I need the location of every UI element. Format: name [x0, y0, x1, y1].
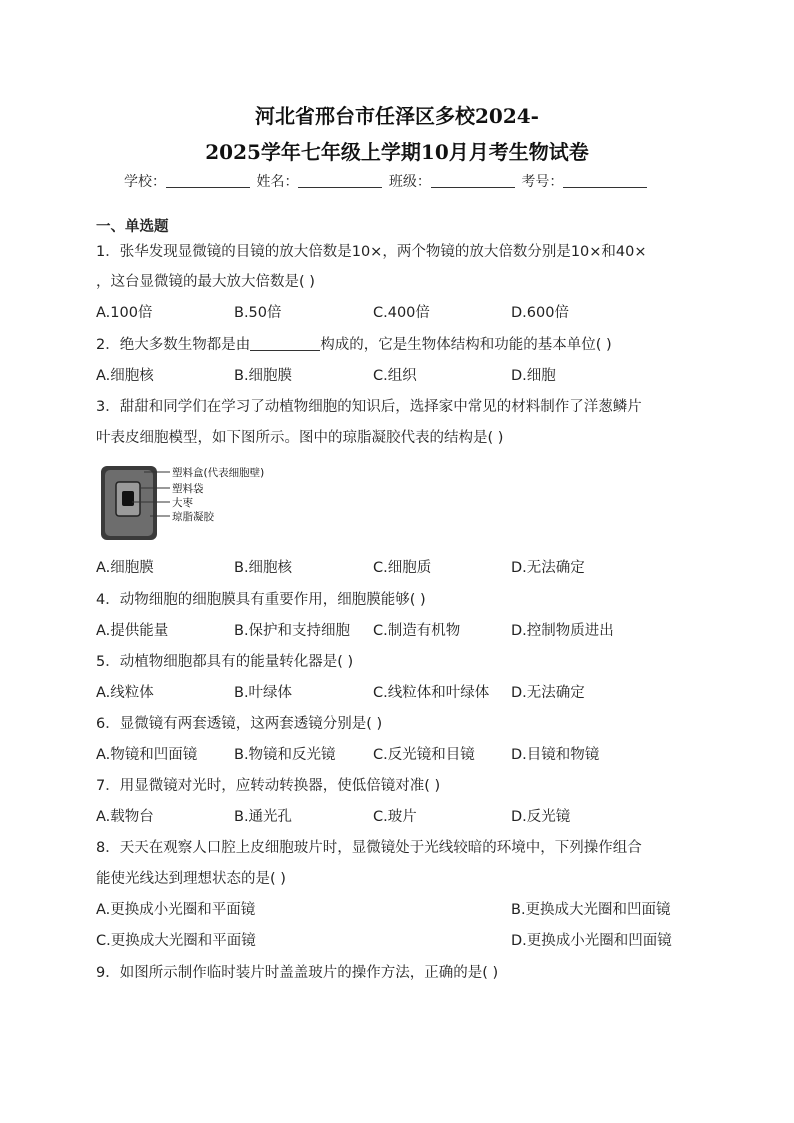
- question-8-line1: 8．天天在观察人口腔上皮细胞玻片时，显微镜处于光线较暗的环境中，下列操作组合: [96, 840, 642, 856]
- q6-option-b: B.物镜和反光镜: [234, 747, 336, 763]
- q6-option-d: D.目镜和物镜: [511, 747, 600, 763]
- q2-option-c: C.组织: [373, 368, 417, 384]
- q8-option-c: C.更换成大光圈和平面镜: [96, 933, 256, 949]
- q4-option-c: C.制造有机物: [373, 623, 461, 639]
- question-3-line1: 3．甜甜和同学们在学习了动植物细胞的知识后，选择家中常见的材料制作了洋葱鳞片: [96, 399, 642, 415]
- date-fruit-shape: [122, 491, 134, 506]
- q8-option-a: A.更换成小光圈和平面镜: [96, 902, 256, 918]
- q5-option-d: D.无法确定: [511, 685, 585, 701]
- question-2-blank: [250, 336, 320, 351]
- exam-number-blank: [563, 173, 647, 188]
- question-9: 9．如图所示制作临时装片时盖盖玻片的操作方法，正确的是( ): [96, 965, 499, 981]
- q7-option-d: D.反光镜: [511, 809, 571, 825]
- class-label: 班级：: [388, 174, 431, 190]
- question-3-line2: 叶表皮细胞模型，如下图所示。图中的琼脂凝胶代表的结构是( ): [96, 430, 504, 446]
- q3-option-c: C.细胞质: [373, 560, 432, 576]
- figure-label-date: 大枣: [172, 497, 193, 509]
- name-blank: [298, 173, 382, 188]
- q4-option-d: D.控制物质进出: [511, 623, 614, 639]
- question-2-post: 构成的，它是生物体结构和功能的基本单位( ): [320, 337, 612, 353]
- question-7: 7．用显微镜对光时，应转动转换器，使低倍镜对准( ): [96, 778, 441, 794]
- q1-option-a: A.100倍: [96, 305, 153, 321]
- question-1-line2: ，这台显微镜的最大放大倍数是( ): [96, 274, 315, 290]
- question-6: 6．显微镜有两套透镜，这两套透镜分别是( ): [96, 716, 383, 732]
- q2-option-a: A.细胞核: [96, 368, 154, 384]
- class-blank: [431, 173, 515, 188]
- q4-option-a: A.提供能量: [96, 623, 169, 639]
- q6-option-a: A.物镜和凹面镜: [96, 747, 198, 763]
- section-title: 一、单选题: [96, 219, 169, 235]
- q2-option-b: B.细胞膜: [234, 368, 293, 384]
- student-info-row: [124, 171, 649, 191]
- question-1-line1: 1．张华发现显微镜的目镜的放大倍数是10×，两个物镜的放大倍数分别是10×和40×: [96, 244, 647, 260]
- question-8-line2: 能使光线达到理想状态的是( ): [96, 871, 286, 887]
- q7-option-b: B.通光孔: [234, 809, 293, 825]
- school-label: 学校：: [124, 174, 166, 190]
- q5-option-c: C.线粒体和叶绿体: [373, 685, 490, 701]
- q7-option-c: C.玻片: [373, 809, 417, 825]
- q6-option-c: C.反光镜和目镜: [373, 747, 475, 763]
- q1-option-d: D.600倍: [511, 305, 569, 321]
- q3-option-a: A.细胞膜: [96, 560, 154, 576]
- figure-label-box: 塑料盒(代表细胞壁): [172, 467, 265, 479]
- q8-option-b: B.更换成大光圈和凹面镜: [511, 902, 671, 918]
- exam-title-line2: 2025学年七年级上学期10月月考生物试卷: [205, 140, 589, 164]
- figure-label-bag: 塑料袋: [172, 483, 204, 495]
- question-4: 4．动物细胞的细胞膜具有重要作用，细胞膜能够( ): [96, 592, 426, 608]
- q3-option-d: D.无法确定: [511, 560, 585, 576]
- q2-option-d: D.细胞: [511, 368, 556, 384]
- exam-title-line1: 河北省邢台市任泽区多校2024-: [255, 104, 539, 128]
- q5-option-a: A.线粒体: [96, 685, 154, 701]
- cell-model-figure: [100, 464, 280, 544]
- q1-option-b: B.50倍: [234, 305, 282, 321]
- school-blank: [166, 173, 250, 188]
- name-label: 姓名：: [256, 174, 299, 190]
- q4-option-b: B.保护和支持细胞: [234, 623, 351, 639]
- question-2: [96, 333, 612, 354]
- q1-option-c: C.400倍: [373, 305, 430, 321]
- q5-option-b: B.叶绿体: [234, 685, 293, 701]
- question-2-pre: 2．绝大多数生物都是由: [96, 337, 251, 353]
- question-5: 5．动植物细胞都具有的能量转化器是( ): [96, 654, 354, 670]
- q7-option-a: A.载物台: [96, 809, 154, 825]
- figure-label-gel: 琼脂凝胶: [172, 511, 214, 523]
- exam-number-label: 考号：: [521, 174, 564, 190]
- q8-option-d: D.更换成小光圈和凹面镜: [511, 933, 672, 949]
- q3-option-b: B.细胞核: [234, 560, 293, 576]
